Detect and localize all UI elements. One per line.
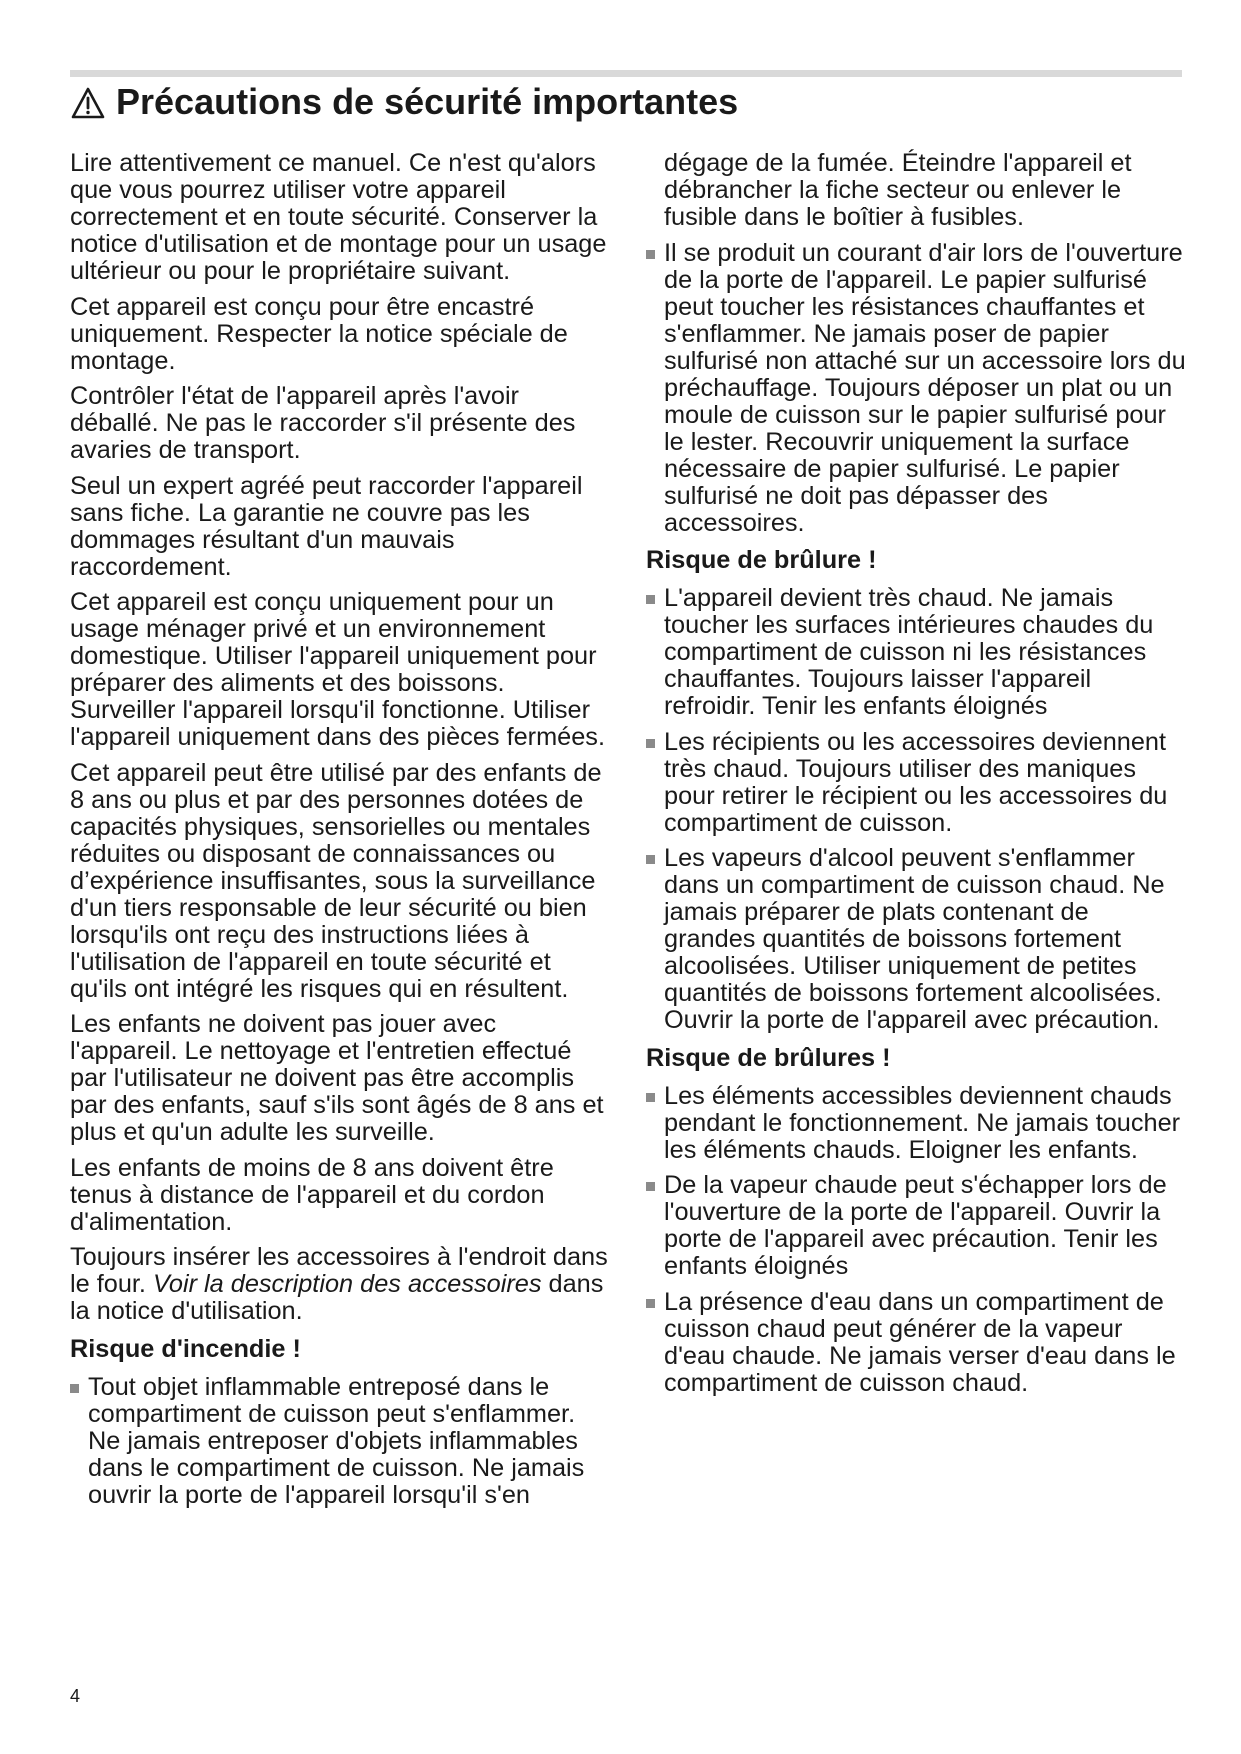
burn-risk-heading: Risque de brûlure ! <box>646 546 877 574</box>
accessories-paragraph <box>70 1244 610 1325</box>
bullet-marker <box>646 855 655 864</box>
connection-paragraph: Seul un expert agréé peut raccorder l'appareil sans fiche. La garantie ne couvre pas les dommages résultant d'un mauvais raccordement. <box>70 471 583 581</box>
accessories-text-after: dans la notice d'utilisation. <box>70 1270 604 1325</box>
bullet-marker <box>646 1093 655 1102</box>
list-item-text: Tout objet inflammable entreposé dans le compartiment de cuisson peut s'enflammer. Ne jamais entreposer d'objets inflammables dans le compartiment de cuisson. Ne jamais ouvrir la porte de l'appareil lorsqu'il s'en <box>88 1372 585 1509</box>
household-use-paragraph: Cet appareil est conçu uniquement pour un usage ménager privé et un environnement domestique. Utiliser l'appareil uniquement pour préparer des aliments et des boissons. Surveiller l'appareil lorsqu'il fonctionne. Utiliser l'appareil uniquement dans des pièces fermées. <box>70 588 605 751</box>
list-item <box>646 729 1186 837</box>
fire-risk-continuation: dégage de la fumée. Éteindre l'appareil et débrancher la fiche secteur ou enlever le fusible dans le boîtier à fusibles. <box>664 149 1132 231</box>
list-item <box>70 1374 610 1509</box>
list-item-text: Les récipients ou les accessoires deviennent très chaud. Toujours utiliser des maniques pour retirer le récipient ou les accessoires du compartiment de cuisson. <box>664 727 1168 837</box>
intro-paragraph: Lire attentivement ce manuel. Ce n'est qu'alors que vous pourrez utiliser votre appareil correctement et en toute sécurité. Conserver la notice d'utilisation et de montage pour un usage ultérieur ou pour le propriétaire suivant. <box>70 149 607 285</box>
left-column <box>70 150 610 1517</box>
bullet-marker <box>646 595 655 604</box>
list-item-text: Les éléments accessibles deviennent chauds pendant le fonctionnement. Ne jamais toucher les éléments chauds. Eloigner les enfants. <box>664 1081 1181 1164</box>
accessories-text-before: Toujours insérer les accessoires à l'endroit dans le four. <box>70 1243 608 1298</box>
bullet-marker <box>646 1299 655 1308</box>
built-in-paragraph: Cet appareil est conçu pour être encastré uniquement. Respecter la notice spéciale de montage. <box>70 292 568 375</box>
list-item-text: L'appareil devient très chaud. Ne jamais toucher les surfaces intérieures chaudes du compartiment de cuisson ni les résistances chauffantes. Toujours laisser l'appareil refroidir. Tenir les enfants éloignés <box>664 584 1154 720</box>
bullet-marker <box>70 1384 79 1393</box>
list-item <box>646 240 1186 537</box>
list-item <box>646 1289 1186 1397</box>
list-item-text: De la vapeur chaude peut s'échapper lors de l'ouverture de la porte de l'appareil. Ouvrir la porte de l'appareil avec précaution. Tenir les enfants éloignés <box>664 1171 1167 1280</box>
burn-risk-list <box>646 585 1186 1034</box>
children-distance-paragraph: Les enfants de moins de 8 ans doivent être tenus à distance de l'appareil et du cordon d'alimentation. <box>70 1153 554 1236</box>
page-title-text: Précautions de sécurité importantes <box>116 81 739 122</box>
header-rule <box>70 70 1182 77</box>
fire-risk-list <box>70 1374 610 1509</box>
bullet-marker <box>646 250 655 259</box>
bullet-marker <box>646 1182 655 1191</box>
bullet-marker <box>646 739 655 748</box>
list-item <box>646 585 1186 720</box>
inspection-paragraph: Contrôler l'état de l'appareil après l'avoir déballé. Ne pas le raccorder s'il présente des avaries de transport. <box>70 382 576 464</box>
page-number: 4 <box>70 1686 81 1706</box>
fire-risk-list-continued <box>646 240 1186 537</box>
accessories-reference: Voir la description des accessoires <box>152 1270 542 1298</box>
fire-risk-heading: Risque d'incendie ! <box>70 1334 301 1363</box>
children-play-paragraph: Les enfants ne doivent pas jouer avec l'appareil. Le nettoyage et l'entretien effectué par l'utilisateur ne doivent pas être accomplis par des enfants, sauf s'ils sont âgés de 8 ans et plus et qu'un adulte les surveille. <box>70 1010 604 1146</box>
list-item <box>646 1172 1186 1280</box>
burns-risk-list <box>646 1083 1186 1397</box>
list-item <box>646 1083 1186 1164</box>
burns-risk-heading: Risque de brûlures ! <box>646 1043 891 1072</box>
warning-triangle-icon <box>70 86 106 120</box>
children-supervision-paragraph: Cet appareil peut être utilisé par des enfants de 8 ans ou plus et par des personnes dotées de capacités physiques, sensorielles ou mentales réduites ou disposant de connaissances ou d’expérience insuffisantes, sous la surveillance d'un tiers responsable de leur sécurité ou bien lorsqu'ils ont reçu des instructions liées à l'utilisation de l'appareil en toute sécurité et qu'ils ont intégré les risques qui en résultent. <box>70 758 602 1003</box>
list-item <box>646 845 1186 1034</box>
list-item-text: Les vapeurs d'alcool peuvent s'enflammer dans un compartiment de cuisson chaud. Ne jamais préparer de plats contenant de grandes quantités de boissons fortement alcoolisées. Utiliser uniquement de petites quantités de boissons fortement alcoolisées. Ouvrir la porte de l'appareil avec précaution. <box>664 844 1165 1034</box>
page-title <box>70 80 738 124</box>
list-item-text: Il se produit un courant d'air lors de l'ouverture de la porte de l'appareil. Le papier sulfurisé peut toucher les résistances chauffantes et s'enflammer. Ne jamais poser de papier sulfurisé non attaché sur un accessoire lors du préchauffage. Toujours déposer un plat ou un moule de cuisson sur le papier sulfurisé pour le lester. Recouvrir uniquement la surface nécessaire de papier sulfurisé. Le papier sulfurisé ne doit pas dépasser des accessoires. <box>664 238 1186 537</box>
list-item-text: La présence d'eau dans un compartiment de cuisson chaud peut générer de la vapeur d'eau chaude. Ne jamais verser d'eau dans le compartiment de cuisson chaud. <box>664 1287 1176 1397</box>
right-column <box>646 150 1186 1405</box>
